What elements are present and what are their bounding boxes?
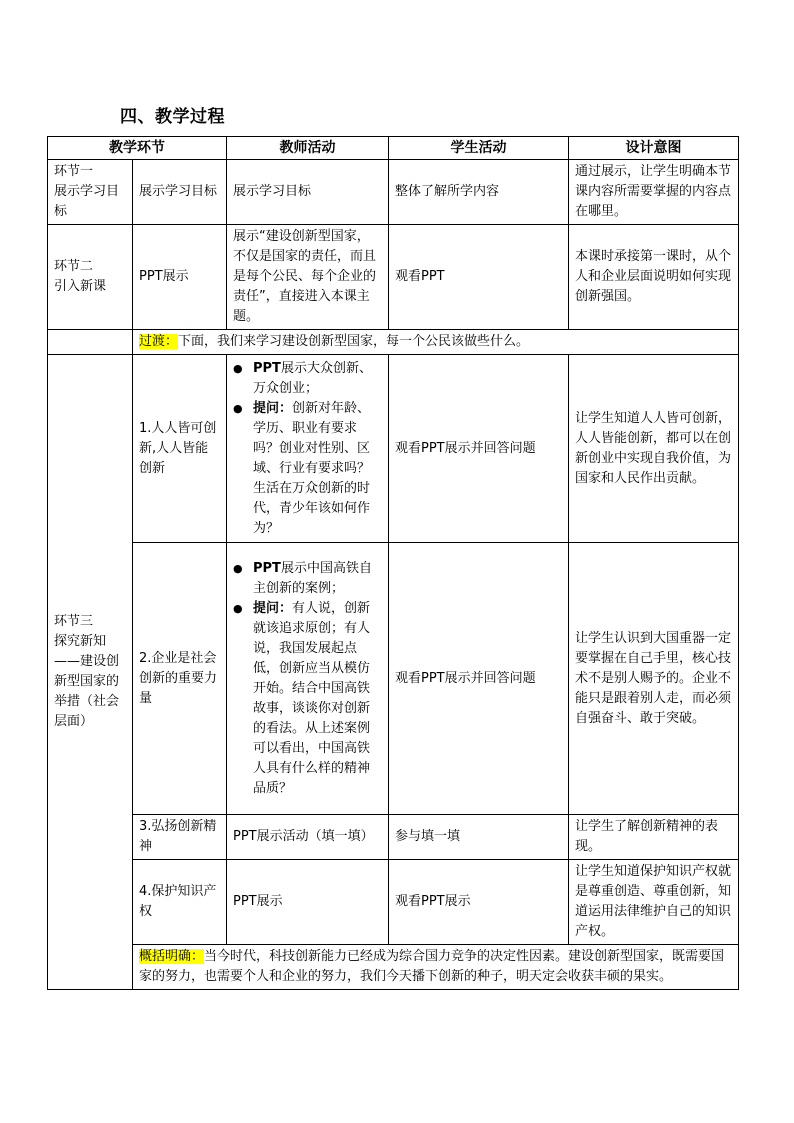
teacher-activity-cell: 展示“建设创新型国家，不仅是国家的责任，而且是每个公民、每个企业的责任”，直接进入本课主题。 [227,225,389,330]
student-activity-cell: 参与填一填 [389,815,569,860]
table-row-stage3-item2 [48,543,739,815]
sub-stage-cell: PPT展示 [133,225,227,330]
transition-label: 过渡： [139,334,179,349]
transition-note [133,330,739,355]
teacher-activity-cell [227,355,389,543]
teacher-activity-cell: PPT展示 [227,860,389,945]
sub-stage-cell: 1.人人皆可创新,人人皆能创新 [133,355,227,543]
stage-cell: 环节二 引入新课 [48,225,133,330]
student-activity-cell: 观看PPT [389,225,569,330]
student-activity-cell: 观看PPT展示并回答问题 [389,355,569,543]
sub-stage-cell: 3.弘扬创新精神 [133,815,227,860]
design-intent-cell: 让学生认识到大国重器一定要掌握在自己手里，核心技术不是别人赐予的。企业不能只是跟着别人走，而必须自强奋斗、敢于突破。 [569,543,739,815]
table-row-stage3-item1 [48,355,739,543]
stage-cell: 环节一 展示学习目标 [48,160,133,225]
design-intent-cell: 通过展示，让学生明确本节课内容所需要掌握的内容点在哪里。 [569,160,739,225]
design-intent-cell: 本课时承接第一课时，从个人和企业层面说明如何实现创新强国。 [569,225,739,330]
bullet-item: ● PPT展示大众创新、万众创业； [253,359,382,399]
sub-stage-cell: 展示学习目标 [133,160,227,225]
table-row-summary [48,945,739,990]
header-student: 学生活动 [389,137,569,160]
header-teacher: 教师活动 [227,137,389,160]
table-row-stage2-transition [48,330,739,355]
bullet-item: ● PPT展示中国高铁自主创新的案例； [253,559,382,599]
empty-cell [48,330,133,355]
stage-cell: 环节三 探究新知——建设创新型国家的举措（社会层面） [48,355,133,990]
design-intent-cell: 让学生知道保护知识产权就是尊重创造、尊重创新，知道运用法律维护自己的知识产权。 [569,860,739,945]
transition-text: 下面，我们来学习建设创新型国家，每一个公民该做些什么。 [178,334,530,349]
section-title: 四、教学过程 [120,107,225,127]
student-activity-cell: 观看PPT展示并回答问题 [389,543,569,815]
lesson-process-table [47,136,739,990]
teacher-activity-cell: 展示学习目标 [227,160,389,225]
header-design: 设计意图 [569,137,739,160]
design-intent-cell: 让学生知道人人皆可创新，人人皆能创新，都可以在创新创业中实现自我价值，为国家和人民作出贡献。 [569,355,739,543]
bullet-item: ● 提问：创新对年龄、学历、职业有要求吗？创业对性别、区域、行业有要求吗？生活在万众创新的时代，青少年该如何作为？ [253,399,382,539]
bullet-item: ● 提问：有人说，创新就该追求原创；有人说，我国发展起点低，创新应当从模仿开始。结合中国高铁故事，谈谈你对创新的看法。从上述案例可以看出，中国高铁人具有什么样的精神品质？ [253,599,382,799]
student-activity-cell: 观看PPT展示 [389,860,569,945]
teacher-activity-cell: PPT展示活动（填一填） [227,815,389,860]
table-header-row [48,137,739,160]
sub-stage-cell: 4.保护知识产权 [133,860,227,945]
summary-text: 当今时代，科技创新能力已经成为综合国力竞争的决定性因素。建设创新型国家，既需要国家的努力，也需要个人和企业的努力，我们今天播下创新的种子，明天定会收获丰硕的果实。 [139,949,725,984]
summary-label: 概括明确： [139,949,205,964]
sub-stage-cell: 2.企业是社会创新的重要力量 [133,543,227,815]
summary-note [133,945,739,990]
header-stage: 教学环节 [48,137,227,160]
table-row-stage1 [48,160,739,225]
teacher-activity-cell [227,543,389,815]
design-intent-cell: 让学生了解创新精神的表现。 [569,815,739,860]
table-row-stage3-item3 [48,815,739,860]
table-row-stage2 [48,225,739,330]
table-row-stage3-item4 [48,860,739,945]
student-activity-cell: 整体了解所学内容 [389,160,569,225]
